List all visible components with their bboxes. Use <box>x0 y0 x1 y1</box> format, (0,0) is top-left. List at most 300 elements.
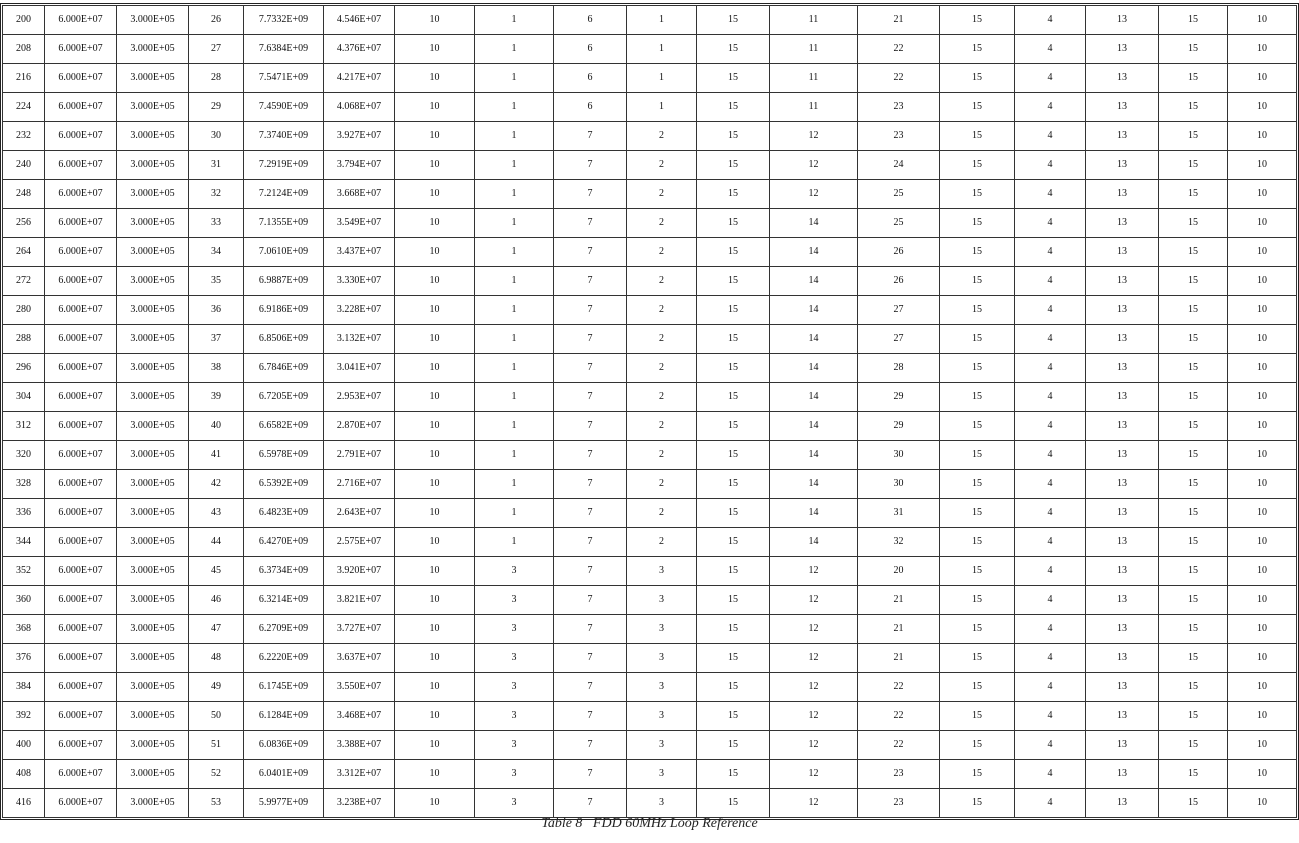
table-cell: 13 <box>1086 122 1159 151</box>
table-cell: 15 <box>940 470 1015 499</box>
table-cell: 15 <box>697 209 770 238</box>
table-cell: 10 <box>395 64 475 93</box>
table-cell: 6 <box>554 35 627 64</box>
table-cell: 4 <box>1015 644 1086 673</box>
table-cell: 272 <box>3 267 45 296</box>
table-cell: 6.000E+07 <box>45 528 117 557</box>
table-cell: 4 <box>1015 557 1086 586</box>
table-cell: 1 <box>475 151 554 180</box>
table-cell: 4 <box>1015 296 1086 325</box>
table-cell: 10 <box>395 557 475 586</box>
table-cell: 1 <box>475 267 554 296</box>
table-cell: 7 <box>554 180 627 209</box>
table-cell: 50 <box>189 702 244 731</box>
table-cell: 36 <box>189 296 244 325</box>
table-cell: 47 <box>189 615 244 644</box>
table-row <box>3 35 1297 64</box>
table-cell: 13 <box>1086 6 1159 35</box>
table-cell: 12 <box>770 586 858 615</box>
table-cell: 13 <box>1086 412 1159 441</box>
table-cell: 15 <box>940 325 1015 354</box>
table-cell: 4.068E+07 <box>324 93 395 122</box>
table-cell: 21 <box>858 644 940 673</box>
table-cell: 10 <box>395 325 475 354</box>
table-cell: 15 <box>940 615 1015 644</box>
table-cell: 6.000E+07 <box>45 470 117 499</box>
table-row <box>3 93 1297 122</box>
table-cell: 7 <box>554 557 627 586</box>
table-cell: 6.000E+07 <box>45 412 117 441</box>
table-cell: 7 <box>554 528 627 557</box>
table-cell: 6.1284E+09 <box>244 702 324 731</box>
table-cell: 10 <box>395 731 475 760</box>
table-cell: 328 <box>3 470 45 499</box>
table-cell: 1 <box>475 325 554 354</box>
table-cell: 22 <box>858 35 940 64</box>
table-cell: 3.794E+07 <box>324 151 395 180</box>
table-cell: 15 <box>1159 64 1228 93</box>
table-cell: 6.000E+07 <box>45 760 117 789</box>
table-cell: 4 <box>1015 615 1086 644</box>
table-cell: 13 <box>1086 180 1159 209</box>
loop-reference-table <box>2 5 1297 818</box>
table-cell: 15 <box>940 35 1015 64</box>
table-cell: 13 <box>1086 673 1159 702</box>
table-cell: 26 <box>189 6 244 35</box>
table-cell: 1 <box>475 122 554 151</box>
table-row <box>3 615 1297 644</box>
table-cell: 29 <box>858 383 940 412</box>
table-cell: 3.000E+05 <box>117 702 189 731</box>
table-cell: 22 <box>858 702 940 731</box>
table-cell: 15 <box>940 6 1015 35</box>
table-cell: 14 <box>770 296 858 325</box>
table-cell: 4 <box>1015 412 1086 441</box>
table-cell: 10 <box>1228 122 1297 151</box>
table-cell: 15 <box>697 267 770 296</box>
table-cell: 10 <box>1228 760 1297 789</box>
table-cell: 1 <box>475 383 554 412</box>
table-cell: 10 <box>1228 586 1297 615</box>
table-cell: 2.870E+07 <box>324 412 395 441</box>
table-cell: 7 <box>554 354 627 383</box>
table-cell: 3.388E+07 <box>324 731 395 760</box>
table-cell: 7 <box>554 296 627 325</box>
table-cell: 10 <box>395 760 475 789</box>
table-cell: 14 <box>770 238 858 267</box>
table-cell: 6.7846E+09 <box>244 354 324 383</box>
table-cell: 10 <box>1228 528 1297 557</box>
table-cell: 14 <box>770 528 858 557</box>
table-row <box>3 209 1297 238</box>
table-cell: 2 <box>627 209 697 238</box>
table-cell: 10 <box>1228 267 1297 296</box>
table-cell: 2.716E+07 <box>324 470 395 499</box>
table-cell: 3.000E+05 <box>117 557 189 586</box>
table-cell: 15 <box>697 354 770 383</box>
table-cell: 14 <box>770 412 858 441</box>
table-cell: 1 <box>475 180 554 209</box>
table-cell: 14 <box>770 441 858 470</box>
table-cell: 34 <box>189 238 244 267</box>
table-cell: 15 <box>940 64 1015 93</box>
table-cell: 3.000E+05 <box>117 499 189 528</box>
table-cell: 1 <box>475 528 554 557</box>
table-row <box>3 528 1297 557</box>
table-cell: 11 <box>770 6 858 35</box>
table-cell: 6 <box>554 6 627 35</box>
table-cell: 6.8506E+09 <box>244 325 324 354</box>
table-cell: 4 <box>1015 325 1086 354</box>
table-cell: 15 <box>940 151 1015 180</box>
table-cell: 10 <box>1228 354 1297 383</box>
table-row <box>3 180 1297 209</box>
table-cell: 3 <box>475 586 554 615</box>
table-cell: 3.637E+07 <box>324 644 395 673</box>
table-cell: 13 <box>1086 238 1159 267</box>
table-cell: 15 <box>1159 180 1228 209</box>
table-cell: 3.000E+05 <box>117 180 189 209</box>
table-cell: 49 <box>189 673 244 702</box>
table-cell: 6.000E+07 <box>45 35 117 64</box>
table-cell: 7 <box>554 673 627 702</box>
table-cell: 15 <box>940 238 1015 267</box>
table-cell: 3 <box>627 702 697 731</box>
table-cell: 10 <box>1228 238 1297 267</box>
table-cell: 10 <box>1228 731 1297 760</box>
table-cell: 200 <box>3 6 45 35</box>
table-cell: 43 <box>189 499 244 528</box>
table-row <box>3 267 1297 296</box>
table-cell: 6.5978E+09 <box>244 441 324 470</box>
table-cell: 14 <box>770 499 858 528</box>
table-cell: 6.000E+07 <box>45 180 117 209</box>
table-cell: 344 <box>3 528 45 557</box>
table-cell: 27 <box>189 35 244 64</box>
table-cell: 2 <box>627 441 697 470</box>
table-cell: 10 <box>395 6 475 35</box>
table-cell: 6.000E+07 <box>45 325 117 354</box>
table-cell: 10 <box>395 702 475 731</box>
table-cell: 4 <box>1015 209 1086 238</box>
table-cell: 4 <box>1015 122 1086 151</box>
table-row <box>3 586 1297 615</box>
table-cell: 232 <box>3 122 45 151</box>
table-cell: 14 <box>770 354 858 383</box>
table-cell: 4 <box>1015 267 1086 296</box>
table-cell: 4 <box>1015 354 1086 383</box>
table-cell: 3.668E+07 <box>324 180 395 209</box>
table-cell: 3.000E+05 <box>117 209 189 238</box>
table-cell: 23 <box>858 760 940 789</box>
table-cell: 15 <box>940 383 1015 412</box>
table-cell: 1 <box>475 441 554 470</box>
table-cell: 13 <box>1086 35 1159 64</box>
table-cell: 3.000E+05 <box>117 586 189 615</box>
table-cell: 12 <box>770 557 858 586</box>
table-row <box>3 296 1297 325</box>
table-cell: 6.6582E+09 <box>244 412 324 441</box>
table-cell: 4 <box>1015 238 1086 267</box>
table-cell: 35 <box>189 267 244 296</box>
table-cell: 416 <box>3 789 45 818</box>
table-cell: 10 <box>395 644 475 673</box>
table-cell: 2.643E+07 <box>324 499 395 528</box>
table-cell: 3.437E+07 <box>324 238 395 267</box>
table-cell: 6.000E+07 <box>45 557 117 586</box>
table-row <box>3 702 1297 731</box>
table-cell: 3.000E+05 <box>117 325 189 354</box>
table-cell: 10 <box>395 615 475 644</box>
table-cell: 23 <box>858 789 940 818</box>
table-cell: 6.000E+07 <box>45 673 117 702</box>
table-cell: 304 <box>3 383 45 412</box>
table-row <box>3 441 1297 470</box>
table-cell: 4.376E+07 <box>324 35 395 64</box>
table-cell: 4.217E+07 <box>324 64 395 93</box>
table-cell: 11 <box>770 64 858 93</box>
table-cell: 40 <box>189 412 244 441</box>
table-cell: 6.7205E+09 <box>244 383 324 412</box>
table-cell: 21 <box>858 586 940 615</box>
table-cell: 15 <box>940 354 1015 383</box>
table-cell: 360 <box>3 586 45 615</box>
table-cell: 10 <box>1228 93 1297 122</box>
table-cell: 2.953E+07 <box>324 383 395 412</box>
table-cell: 13 <box>1086 325 1159 354</box>
table-cell: 15 <box>697 441 770 470</box>
table-cell: 2 <box>627 238 697 267</box>
table-cell: 13 <box>1086 528 1159 557</box>
table-cell: 14 <box>770 383 858 412</box>
table-row <box>3 499 1297 528</box>
table-cell: 10 <box>395 122 475 151</box>
table-row <box>3 325 1297 354</box>
table-cell: 7.2919E+09 <box>244 151 324 180</box>
table-cell: 15 <box>697 789 770 818</box>
table-cell: 29 <box>189 93 244 122</box>
table-cell: 45 <box>189 557 244 586</box>
table-cell: 14 <box>770 209 858 238</box>
table-cell: 13 <box>1086 789 1159 818</box>
table-body <box>3 6 1297 818</box>
table-cell: 6.000E+07 <box>45 354 117 383</box>
table-cell: 10 <box>395 412 475 441</box>
table-cell: 15 <box>1159 412 1228 441</box>
table-cell: 6 <box>554 93 627 122</box>
table-cell: 15 <box>1159 296 1228 325</box>
table-cell: 7 <box>554 731 627 760</box>
table-cell: 6.3734E+09 <box>244 557 324 586</box>
table-cell: 6.1745E+09 <box>244 673 324 702</box>
table-cell: 28 <box>189 64 244 93</box>
table-cell: 7 <box>554 789 627 818</box>
table-cell: 37 <box>189 325 244 354</box>
table-cell: 13 <box>1086 702 1159 731</box>
table-row <box>3 238 1297 267</box>
table-cell: 6.000E+07 <box>45 731 117 760</box>
table-row <box>3 383 1297 412</box>
table-cell: 4 <box>1015 180 1086 209</box>
table-cell: 1 <box>475 296 554 325</box>
table-cell: 15 <box>1159 789 1228 818</box>
table-cell: 15 <box>940 586 1015 615</box>
table-cell: 7 <box>554 325 627 354</box>
table-cell: 7.5471E+09 <box>244 64 324 93</box>
table-cell: 1 <box>627 64 697 93</box>
table-cell: 10 <box>395 209 475 238</box>
table-cell: 21 <box>858 615 940 644</box>
table-cell: 7 <box>554 383 627 412</box>
table-cell: 10 <box>1228 499 1297 528</box>
table-cell: 368 <box>3 615 45 644</box>
table-cell: 10 <box>395 296 475 325</box>
table-cell: 2 <box>627 267 697 296</box>
table-cell: 1 <box>627 6 697 35</box>
table-cell: 1 <box>475 35 554 64</box>
table-cell: 3.228E+07 <box>324 296 395 325</box>
table-cell: 26 <box>858 238 940 267</box>
table-cell: 10 <box>1228 383 1297 412</box>
table-cell: 3.727E+07 <box>324 615 395 644</box>
table-cell: 3 <box>475 731 554 760</box>
table-cell: 14 <box>770 470 858 499</box>
table-cell: 15 <box>697 615 770 644</box>
table-row <box>3 64 1297 93</box>
table-row <box>3 412 1297 441</box>
table-cell: 10 <box>395 151 475 180</box>
table-cell: 3.468E+07 <box>324 702 395 731</box>
table-cell: 6.2220E+09 <box>244 644 324 673</box>
table-cell: 15 <box>697 528 770 557</box>
table-cell: 7.3740E+09 <box>244 122 324 151</box>
table-cell: 6.000E+07 <box>45 151 117 180</box>
table-cell: 3.000E+05 <box>117 6 189 35</box>
table-cell: 15 <box>940 702 1015 731</box>
table-cell: 15 <box>697 122 770 151</box>
table-cell: 15 <box>940 528 1015 557</box>
table-cell: 3.000E+05 <box>117 383 189 412</box>
table-cell: 15 <box>1159 557 1228 586</box>
table-cell: 3 <box>627 615 697 644</box>
table-cell: 6.000E+07 <box>45 93 117 122</box>
table-cell: 2 <box>627 412 697 441</box>
table-cell: 7 <box>554 441 627 470</box>
table-cell: 15 <box>1159 673 1228 702</box>
table-cell: 15 <box>940 180 1015 209</box>
table-cell: 3.000E+05 <box>117 296 189 325</box>
table-cell: 1 <box>475 64 554 93</box>
table-cell: 7 <box>554 470 627 499</box>
table-cell: 3.330E+07 <box>324 267 395 296</box>
table-cell: 3.000E+05 <box>117 64 189 93</box>
table-cell: 10 <box>395 383 475 412</box>
table-cell: 15 <box>940 499 1015 528</box>
table-cell: 15 <box>697 702 770 731</box>
table-cell: 52 <box>189 760 244 789</box>
table-cell: 15 <box>1159 615 1228 644</box>
table-row <box>3 731 1297 760</box>
table-cell: 14 <box>770 267 858 296</box>
table-cell: 15 <box>1159 6 1228 35</box>
table-cell: 12 <box>770 644 858 673</box>
table-cell: 4 <box>1015 93 1086 122</box>
table-cell: 7 <box>554 238 627 267</box>
table-cell: 6.000E+07 <box>45 383 117 412</box>
table-cell: 12 <box>770 673 858 702</box>
table-cell: 3.550E+07 <box>324 673 395 702</box>
table-cell: 3 <box>627 557 697 586</box>
table-cell: 1 <box>475 238 554 267</box>
table-cell: 10 <box>1228 180 1297 209</box>
table-cell: 3.132E+07 <box>324 325 395 354</box>
table-cell: 3.000E+05 <box>117 122 189 151</box>
table-cell: 15 <box>697 586 770 615</box>
table-cell: 1 <box>475 6 554 35</box>
table-cell: 12 <box>770 760 858 789</box>
table-cell: 224 <box>3 93 45 122</box>
table-cell: 6.000E+07 <box>45 238 117 267</box>
table-cell: 22 <box>858 673 940 702</box>
table-cell: 1 <box>475 354 554 383</box>
table-cell: 22 <box>858 64 940 93</box>
table-cell: 2 <box>627 354 697 383</box>
table-cell: 12 <box>770 151 858 180</box>
table-cell: 15 <box>1159 209 1228 238</box>
table-row <box>3 151 1297 180</box>
table-cell: 3.000E+05 <box>117 731 189 760</box>
table-cell: 4 <box>1015 6 1086 35</box>
table-cell: 15 <box>1159 702 1228 731</box>
table-cell: 1 <box>475 470 554 499</box>
table-cell: 10 <box>1228 412 1297 441</box>
table-cell: 13 <box>1086 267 1159 296</box>
table-cell: 12 <box>770 731 858 760</box>
table-cell: 27 <box>858 296 940 325</box>
table-cell: 20 <box>858 557 940 586</box>
table-cell: 15 <box>697 325 770 354</box>
table-cell: 6.4270E+09 <box>244 528 324 557</box>
table-cell: 10 <box>395 441 475 470</box>
table-cell: 15 <box>1159 441 1228 470</box>
table-cell: 7.0610E+09 <box>244 238 324 267</box>
table-cell: 24 <box>858 151 940 180</box>
table-cell: 15 <box>1159 325 1228 354</box>
table-cell: 15 <box>697 180 770 209</box>
table-cell: 2 <box>627 470 697 499</box>
table-cell: 13 <box>1086 586 1159 615</box>
table-cell: 6.000E+07 <box>45 499 117 528</box>
table-cell: 10 <box>1228 35 1297 64</box>
table-row <box>3 644 1297 673</box>
table-cell: 15 <box>940 673 1015 702</box>
table-caption: Table 8 FDD 60MHz Loop Reference <box>541 816 758 831</box>
table-cell: 7 <box>554 151 627 180</box>
table-cell: 22 <box>858 731 940 760</box>
table-cell: 4 <box>1015 35 1086 64</box>
table-cell: 3.000E+05 <box>117 760 189 789</box>
table-cell: 15 <box>1159 93 1228 122</box>
table-cell: 10 <box>1228 325 1297 354</box>
table-cell: 15 <box>697 557 770 586</box>
table-cell: 15 <box>697 644 770 673</box>
table-cell: 15 <box>697 64 770 93</box>
table-cell: 3.920E+07 <box>324 557 395 586</box>
table-cell: 10 <box>395 180 475 209</box>
table-cell: 3.000E+05 <box>117 412 189 441</box>
table-row <box>3 470 1297 499</box>
table-cell: 1 <box>475 93 554 122</box>
